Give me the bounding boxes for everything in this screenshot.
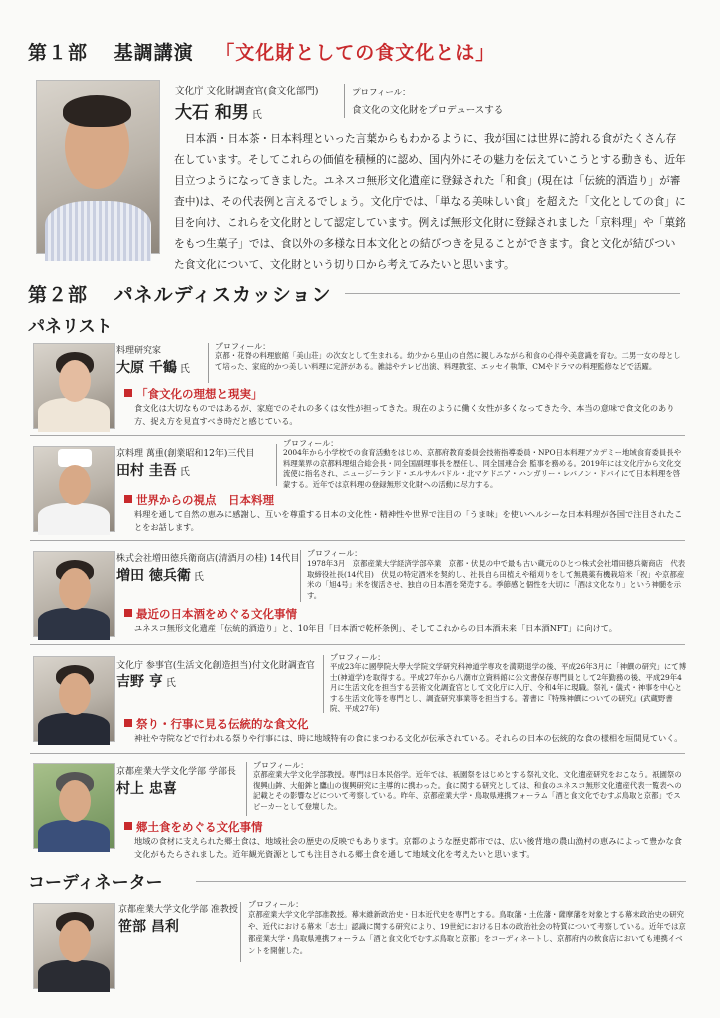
part1-heading xyxy=(28,38,495,65)
coordinator-photo xyxy=(33,903,115,989)
part2-label: 第２部 xyxy=(28,284,89,306)
coordinator-role: 京都産業大学文化学部 准教授 xyxy=(118,905,238,915)
part1-label: 第１部 xyxy=(28,42,89,64)
panelist-4-topic: 祭り・行事に見る伝統的な食文化 xyxy=(124,716,309,732)
coordinator-heading: コーディネーター xyxy=(28,873,163,893)
panelist-4-profile: 平成23年に國學院大學大学院文学研究科神道学専攻を満期退学の後、平成26年3月に「神饌の研究」にて博士(神道学)を取得する。平成27年から八潮市立資料館に公文書保存専門員として2年勤務の後、平成29年4月に生活文化を担当する芸術文化調査官として文化庁に入庁、令和4年に現職。祭礼・儀式・神事を中心とする生活文化等を専門とし、調査研究事業等を担当する。著書に『特殊神饌についての研究』(武蔵野書院、平成27年) xyxy=(330,662,687,714)
panelist-3-role: 株式会社増田徳兵衛商店(清酒月の桂) 14代目 xyxy=(116,554,300,564)
panelist-2-role: 京料理 萬重(創業昭和12年)三代目 xyxy=(116,449,255,459)
panelist-3-divider xyxy=(300,550,301,602)
panelist-2-rule xyxy=(30,540,685,541)
panelist-4-bullet xyxy=(124,719,132,727)
panelist-3-photo xyxy=(33,551,115,637)
panelist-1-desc: 食文化は大切なものではあるが、家庭でのそれの多くは女性が担ってきた。現在のように働く女性が多くなってきた今、本当の意味で食文化のあり方、捉え方を見直すべき時だと感じている。 xyxy=(134,403,675,426)
panelist-1-rule xyxy=(30,435,685,436)
panelist-1-name: 大原 千鶴 氏 xyxy=(116,360,190,376)
panelist-1-profile: 京都・花脊の料理旅館「美山荘」の次女として生まれる。幼少から里山の自然に親しみながら和食の心得や美意識を育む。二男一女の母として培った、家庭的かつ美しい料理に定評がある。雑誌やテレビ出演、料理教室、エッセイ執筆、CMやドラマの料理監修などで活躍。 xyxy=(215,351,681,371)
panelist-3-topic: 最近の日本酒をめぐる文化事情 xyxy=(124,606,297,622)
speaker-divider xyxy=(344,84,345,118)
part2-rule xyxy=(345,293,680,294)
speaker-name: 大石 和男 氏 xyxy=(175,103,262,123)
panelist-5-desc: 地域の食材に支えられた郷土食は、地域社会の歴史の反映でもあります。京都のような歴史都市では、広い後背地の農山漁村の恵みによって豊かな食文化がもたらされました。近年観光資源としても注目される郷土食を通して地域文化を考えたいと思います。 xyxy=(134,836,682,859)
speaker-profile-label: プロフィール： xyxy=(352,88,411,98)
speaker-honorific: 氏 xyxy=(251,110,262,121)
panelist-3-desc: ユネスコ無形文化遺産「伝統的酒造り」と、10年目「日本酒で乾杯条例」、そしてこれからの日本酒未来「日本酒NFT」に向けて。 xyxy=(134,623,617,633)
coordinator-rule xyxy=(196,881,686,882)
panelist-4-photo xyxy=(33,656,115,742)
panelist-4-role: 文化庁 参事官(生活文化創造担当)付文化財調査官 xyxy=(116,661,315,671)
panelist-2-profile-label: プロフィール： xyxy=(283,439,339,448)
panelist-5-divider xyxy=(246,762,247,816)
panelist-2-name: 田村 圭吾 氏 xyxy=(116,463,190,479)
panelist-5-profile-label: プロフィール： xyxy=(253,761,309,770)
panelist-1-bullet xyxy=(124,389,132,397)
part2-heading xyxy=(28,280,332,307)
panelist-2-desc: 料理を通して自然の恵みに感謝し、互いを尊重する日本の文化性・精神性や世界で注目の「うま味」を使いヘルシーな日本料理が各国で注目されたことをお話します。 xyxy=(134,509,683,532)
panelist-3-profile-label: プロフィール： xyxy=(307,549,363,558)
panelist-1-divider xyxy=(208,343,209,383)
panelist-5-role: 京都産業大学文化学部 学部長 xyxy=(116,767,236,777)
panelist-2-bullet xyxy=(124,495,132,503)
panelist-2-profile: 2004年から小学校での食育活動をはじめ、京都府教育委員会技術指導委員・NPO日本料理アカデミー地域食育委員長や料理業界の京都料理組合総会長・同全国副理事長を歴任し、同全国連合会 監事を務める。2019年には文化庁から文化交流使に指名され、ニュージーランド・エルサルバドル・北マケドニア・ハンガリー・レバノン・ドバイにて日本料理を啓蒙する。近年では京料理の登録無形文化財への活動に尽力する。 xyxy=(283,448,682,489)
keynote-body: 日本酒・日本茶・日本料理といった言葉からもわかるように、我が国には世界に誇れる食がたくさん存在しています。そしてこれらの価値を積極的に認め、国内外にその魅力を伝えていこうとする動きも、近年目立つようになってきました。ユネスコ無形文化遺産に登録された「和食」(現在は「伝統的酒造り」が審査中)は、その代表例と言えるでしょう。文化庁では、「単なる美味しい食」を超えた「文化としての食」に目を向け、これらを文化財として認定しています。例えば無形文化財に登録されました「京料理」や「菓銘をもつ生菓子」では、食以外の多様な日本文化との結びつきを見ることができます。食と文化が結びついた食文化について、文化財という切り口から考えてみたいと思います。 xyxy=(174,132,686,271)
part1-theme: 「文化財としての食文化とは」 xyxy=(215,42,496,64)
panelist-5-photo xyxy=(33,763,115,849)
panelist-1-role: 料理研究家 xyxy=(116,346,162,356)
panelist-5-bullet xyxy=(124,822,132,830)
speaker-photo xyxy=(36,80,160,254)
part1-title: 基調講演 xyxy=(113,42,194,64)
panelists-heading: パネリスト xyxy=(28,317,113,337)
panelist-5-name: 村上 忠喜 xyxy=(116,781,177,797)
coordinator-name: 笹部 昌利 xyxy=(118,919,179,935)
panelist-4-rule xyxy=(30,753,685,754)
coordinator-profile: 京都産業大学文化学部准教授。幕末維新政治史・日本近代史を専門とする。鳥取藩・土佐藩・薩摩藩を対象とする幕末政治史の研究や、近代における幕末「志士」認識に関する研究により、19世紀における日本の政治社会の特質について考察している。近年では京都産業大学・鳥取県連携フォーラム「酒と食文化でむすぶ鳥取と京都」をコーディネートし、京都府内の飲食店においても連携イベントを開催した。 xyxy=(248,910,686,955)
speaker-role: 文化庁 文化財調査官(食文化部門) xyxy=(175,86,319,97)
panelist-3-name: 増田 徳兵衛 氏 xyxy=(116,568,204,584)
panelist-1-profile-label: プロフィール： xyxy=(215,342,271,351)
panelist-5-topic: 郷土食をめぐる文化事情 xyxy=(124,819,263,835)
panelist-3-rule xyxy=(30,644,685,645)
coordinator-profile-label: プロフィール： xyxy=(248,900,304,909)
panelist-3-profile: 1978年3月 京都産業大学経済学部卒業 京都・伏見の中で最も古い蔵元のひとつ株式会社増田徳兵衛商店 代表取締役社長(14代目) 伏見の特定酒米を契約し、社長自ら田植えや稲刈りをして無農薬有機栽培米「祝」や京都産米の「旭4号」米を復活させ、独自の日本酒を発売する。季節感と個性を大切に「酒は文化なり」という神髄を示す。 xyxy=(307,559,686,600)
coordinator-divider xyxy=(240,902,241,962)
panelist-4-name: 吉野 亨 氏 xyxy=(116,674,176,690)
panelist-3-bullet xyxy=(124,609,132,617)
panelist-1-topic: 「食文化の理想と現実」 xyxy=(124,386,263,402)
panelist-4-divider xyxy=(323,655,324,713)
panelist-2-photo xyxy=(33,446,115,532)
part2-title: パネルディスカッション xyxy=(113,284,332,306)
panelist-4-profile-label: プロフィール： xyxy=(330,653,386,662)
panelist-2-divider xyxy=(276,444,277,486)
panelist-4-desc: 神社や寺院などで行われる祭りや行事には、時に地域特有の食にまつわる文化が伝承されている。それらの日本の伝統的な食の様相を垣間見ていく。 xyxy=(134,733,683,743)
panelist-1-photo xyxy=(33,343,115,429)
panelist-2-topic: 世界からの視点 日本料理 xyxy=(124,492,274,508)
speaker-profile: 食文化の文化財をプロデュースする xyxy=(352,105,504,116)
panelist-5-profile: 京都産業大学文化学部教授。専門は日本民俗学。近年では、祇園祭をはじめとする祭礼文化、文化遺産研究をおこなう。祇園祭の復興山鉾、大船鉾と鷹山の復興研究に主導的に携わった。食に関する研究としては、和食のユネスコ無形文化遺産代表一覧表への記載とその影響などについて考察している。昨年、京都産業大学・鳥取県連携フォーラム「酒と食文化でむすぶ鳥取と京都」でスピーカーとして登壇した。 xyxy=(253,770,682,811)
